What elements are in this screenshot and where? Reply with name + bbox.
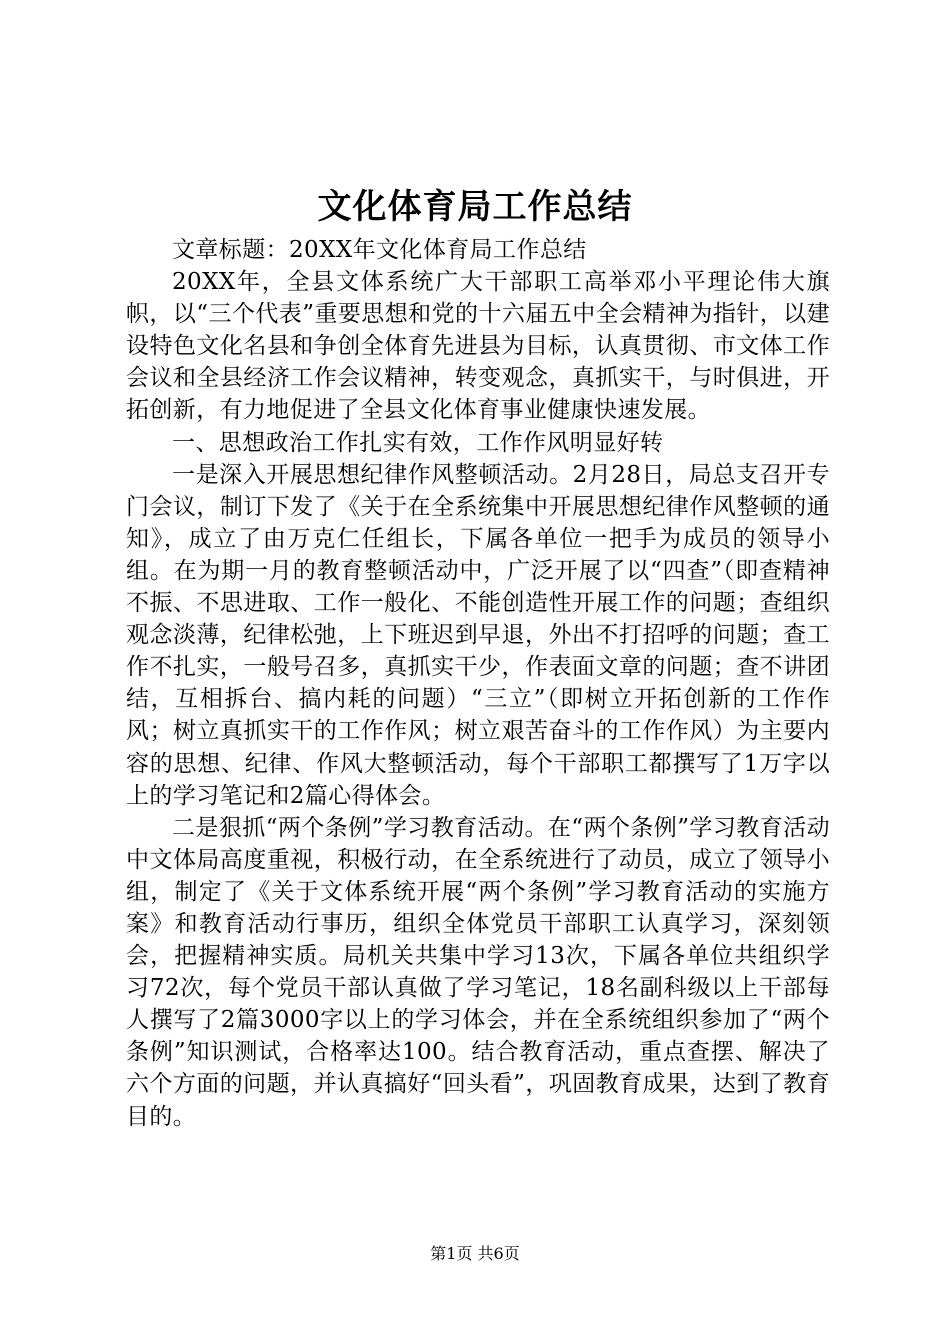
document-body	[126, 234, 830, 1133]
paragraph-item-one: 一是深入开展思想纪律作风整顿活动。2月28日，局总支召开专门会议，制订下发了《关于在全系统集中开展思想纪律作风整顿的通知》，成立了由万克仁任组长，下属各单位一把手为成员的领导小组。在为期一月的教育整顿活动中，广泛开展了以“四查”（即查精神不振、不思进取、工作一般化、不能创造性开展工作的问题；查组织观念淡薄，纪律松弛，上下班迟到早退，外出不打招呼的问题；查工作不扎实，一般号召多，真抓实干少，作表面文章的问题；查不讲团结，互相拆台、搞内耗的问题）“三立”（即树立开拓创新的工作作风；树立真抓实干的工作作风；树立艰苦奋斗的工作作风）为主要内容的思想、纪律、作风大整顿活动，每个干部职工都撰写了1万字以上的学习笔记和2篇心得体会。	[126, 461, 830, 809]
page-footer: 第1页 共6页	[430, 1244, 520, 1263]
article-title-line: 文章标题：20XX年文化体育局工作总结	[172, 237, 587, 263]
section-heading: 一、思想政治工作扎实有效，工作作风明显好转	[172, 429, 664, 456]
document-title: 文化体育局工作总结	[317, 187, 633, 227]
paragraph-item-two: 二是狠抓“两个条例”学习教育活动。在“两个条例”学习教育活动中文体局高度重视，积极行动，在全系统进行了动员，成立了领导小组，制定了《关于文体系统开展“两个条例”学习教育活动的实施方案》和教育活动行事历，组织全体党员干部职工认真学习，深刻领会，把握精神实质。局机关共集中学习13次，下属各单位共组织学习72次，每个党员干部认真做了学习笔记，18名副科级以上干部每人撰写了2篇3000字以上的学习体会，并在全系统组织参加了“两个条例”知识测试，合格率达100。结合教育活动，重点查摆、解决了六个方面的问题，并认真搞好“回头看”，巩固教育成果，达到了教育目的。	[126, 814, 830, 1130]
intro-paragraph: 20XX年，全县文体系统广大干部职工高举邓小平理论伟大旗帜，以“三个代表”重要思想和党的十六届五中全会精神为指针，以建设特色文化名县和争创全体育先进县为目标，认真贯彻、市文体工作会议和全县经济工作会议精神，转变观念，真抓实干，与时俱进，开拓创新，有力地促进了全县文化体育事业健康快速发展。	[126, 269, 830, 424]
